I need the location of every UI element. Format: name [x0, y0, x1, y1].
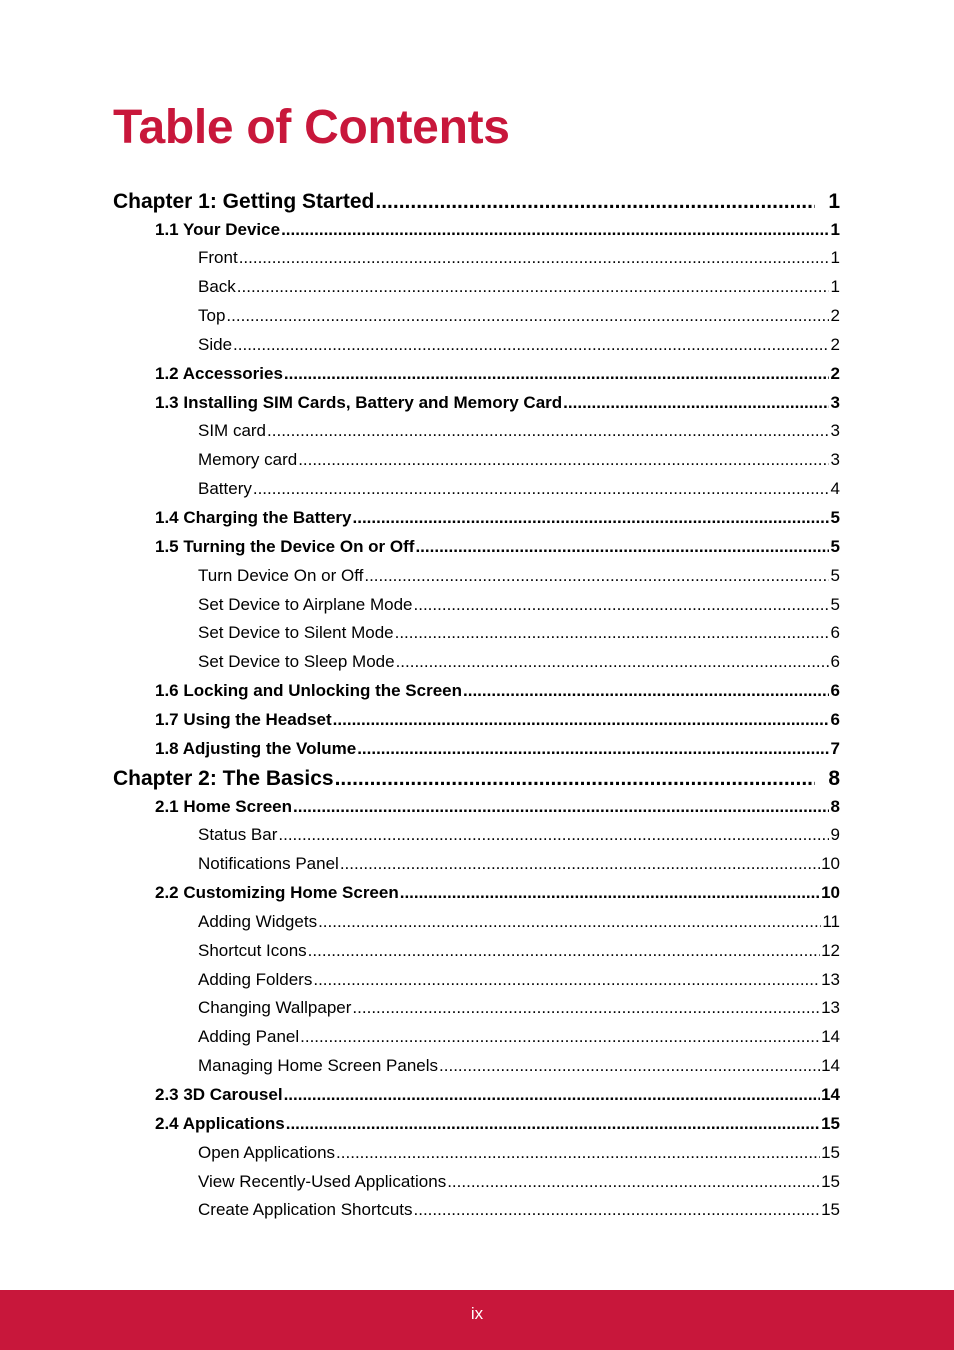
- toc-entry-sub[interactable]: [198, 998, 840, 1018]
- toc-entry-page-number: 2: [830, 335, 840, 354]
- toc-entry-label: Top: [198, 306, 226, 325]
- toc-dot-leader: [375, 190, 815, 214]
- toc-entry-label: Managing Home Screen Panels: [198, 1056, 439, 1075]
- toc-entry-section[interactable]: [155, 681, 840, 701]
- toc-entry-section[interactable]: [155, 393, 840, 413]
- toc-entry-label: 1.1 Your Device: [155, 220, 281, 239]
- toc-dot-leader: [395, 623, 829, 643]
- toc-dot-leader: [563, 393, 829, 413]
- toc-entry-page-number: 6: [830, 652, 840, 671]
- toc-entry-page-number: 1: [830, 220, 840, 239]
- toc-entry-page-number: 4: [830, 479, 840, 498]
- toc-dot-leader: [313, 970, 820, 990]
- toc-entry-label: 1.4 Charging the Battery: [155, 508, 352, 527]
- toc-entry-section[interactable]: [155, 508, 840, 528]
- toc-entry-section[interactable]: [155, 364, 840, 384]
- toc-entry-page-number: 9: [830, 825, 840, 844]
- toc-entry-sub[interactable]: [198, 335, 840, 355]
- toc-dot-leader: [400, 883, 820, 903]
- toc-entry-sub[interactable]: [198, 421, 840, 441]
- toc-entry-page-number: 11: [822, 912, 840, 931]
- toc-entry-label: 1.8 Adjusting the Volume: [155, 739, 357, 758]
- toc-dot-leader: [353, 508, 830, 528]
- toc-entry-section[interactable]: [155, 220, 840, 240]
- toc-entry-label: Status Bar: [198, 825, 278, 844]
- toc-entry-sub[interactable]: [198, 970, 840, 990]
- toc-dot-leader: [284, 1085, 821, 1105]
- toc-entry-label: Notifications Panel: [198, 854, 339, 873]
- toc-entry-page-number: 7: [830, 739, 840, 758]
- toc-dot-leader: [226, 306, 829, 326]
- toc-entry-label: Set Device to Silent Mode: [198, 623, 394, 642]
- toc-entry-sub[interactable]: [198, 1172, 840, 1192]
- toc-entry-label: Chapter 1: Getting Started: [113, 190, 375, 213]
- toc-entry-sub[interactable]: [198, 1143, 840, 1163]
- toc-entry-sub[interactable]: [198, 652, 840, 672]
- toc-entry-page-number: 14: [821, 1027, 840, 1046]
- toc-dot-leader: [340, 854, 820, 874]
- toc-entry-label: Open Applications: [198, 1143, 336, 1162]
- toc-dot-leader: [357, 739, 829, 759]
- toc-entry-label: Chapter 2: The Basics: [113, 767, 334, 790]
- toc-entry-label: Adding Panel: [198, 1027, 300, 1046]
- toc-entry-label: Turn Device On or Off: [198, 566, 364, 585]
- toc-entry-page-number: 8: [830, 797, 840, 816]
- toc-entry-sub[interactable]: [198, 854, 840, 874]
- toc-entry-page-number: 15: [821, 1143, 840, 1162]
- toc-entry-section[interactable]: [155, 1085, 840, 1105]
- toc-entry-label: 1.7 Using the Headset: [155, 710, 332, 729]
- toc-dot-leader: [352, 998, 820, 1018]
- toc-dot-leader: [298, 450, 829, 470]
- toc-entry-page-number: 6: [830, 681, 840, 700]
- toc-entry-sub[interactable]: [198, 566, 840, 586]
- toc-dot-leader: [237, 277, 829, 297]
- footer-page-number: ix: [470, 1304, 484, 1323]
- toc-dot-leader: [253, 479, 829, 499]
- toc-entry-page-number: 6: [830, 623, 840, 642]
- toc-entry-page-number: 8: [828, 767, 840, 790]
- toc-entry-sub[interactable]: [198, 825, 840, 845]
- toc-dot-leader: [308, 941, 820, 961]
- page-title: Table of Contents: [113, 101, 510, 154]
- toc-entry-page-number: 1: [828, 190, 840, 213]
- toc-entry-label: View Recently-Used Applications: [198, 1172, 447, 1191]
- toc-dot-leader: [364, 566, 829, 586]
- toc-entry-page-number: 5: [830, 566, 840, 585]
- toc-dot-leader: [239, 248, 829, 268]
- toc-entry-label: 2.4 Applications: [155, 1114, 285, 1133]
- toc-entry-section[interactable]: [155, 739, 840, 759]
- toc-dot-leader: [278, 825, 829, 845]
- toc-entry-page-number: 13: [821, 998, 840, 1017]
- toc-entry-label: Shortcut Icons: [198, 941, 307, 960]
- toc-entry-sub[interactable]: [198, 1056, 840, 1076]
- toc-entry-label: Battery: [198, 479, 252, 498]
- toc-entry-label: 2.1 Home Screen: [155, 797, 293, 816]
- page-footer: [0, 1290, 954, 1350]
- toc-entry-sub[interactable]: [198, 479, 840, 499]
- toc-entry-label: SIM card: [198, 421, 267, 440]
- toc-entry-sub[interactable]: [198, 912, 840, 932]
- toc-entry-label: Back: [198, 277, 236, 296]
- toc-entry-sub[interactable]: [198, 1027, 840, 1047]
- toc-dot-leader: [284, 364, 829, 384]
- toc-entry-sub[interactable]: [198, 277, 840, 297]
- toc-dot-leader: [415, 537, 829, 557]
- toc-entry-page-number: 13: [821, 970, 840, 989]
- toc-entry-label: Front: [198, 248, 238, 267]
- toc-entry-label: Create Application Shortcuts: [198, 1200, 413, 1219]
- toc-entry-section[interactable]: [155, 1114, 840, 1134]
- toc-dot-leader: [396, 652, 829, 672]
- toc-dot-leader: [286, 1114, 820, 1134]
- toc-entry-chapter[interactable]: [113, 190, 840, 214]
- toc-entry-sub[interactable]: [198, 306, 840, 326]
- toc-entry-page-number: 15: [821, 1172, 840, 1191]
- toc-entry-page-number: 5: [830, 595, 840, 614]
- toc-dot-leader: [233, 335, 829, 355]
- toc-entry-sub[interactable]: [198, 450, 840, 470]
- toc-entry-page-number: 5: [830, 537, 840, 556]
- toc-entry-page-number: 3: [830, 393, 840, 412]
- toc-entry-label: 1.6 Locking and Unlocking the Screen: [155, 681, 463, 700]
- toc-entry-page-number: 14: [821, 1085, 840, 1104]
- toc-dot-leader: [333, 710, 829, 730]
- toc-dot-leader: [335, 767, 816, 791]
- toc-dot-leader: [267, 421, 829, 441]
- toc-entry-page-number: 6: [830, 710, 840, 729]
- toc-dot-leader: [463, 681, 829, 701]
- toc-entry-page-number: 2: [830, 364, 840, 383]
- toc-dot-leader: [336, 1143, 820, 1163]
- toc-entry-page-number: 15: [821, 1200, 840, 1219]
- toc-dot-leader: [447, 1172, 820, 1192]
- toc-dot-leader: [293, 797, 829, 817]
- toc-entry-sub[interactable]: [198, 248, 840, 268]
- toc-entry-page-number: 10: [821, 854, 840, 873]
- toc-entry-label: 1.2 Accessories: [155, 364, 283, 383]
- toc-entry-page-number: 1: [830, 248, 840, 267]
- toc-entry-label: Adding Folders: [198, 970, 313, 989]
- toc-entry-section[interactable]: [155, 797, 840, 817]
- toc-entry-label: Set Device to Sleep Mode: [198, 652, 395, 671]
- toc-entry-label: Adding Widgets: [198, 912, 318, 931]
- toc-entry-sub[interactable]: [198, 623, 840, 643]
- toc-dot-leader: [439, 1056, 820, 1076]
- toc-entry-page-number: 14: [821, 1056, 840, 1075]
- toc-entry-page-number: 3: [830, 421, 840, 440]
- toc-dot-leader: [414, 1200, 821, 1220]
- toc-dot-leader: [281, 220, 829, 240]
- toc-dot-leader: [318, 912, 821, 932]
- toc-entry-label: 1.3 Installing SIM Cards, Battery and Memory Card: [155, 393, 563, 412]
- toc-entry-label: Side: [198, 335, 233, 354]
- toc-entry-section[interactable]: [155, 537, 840, 557]
- toc-entry-page-number: 15: [821, 1114, 840, 1133]
- toc-entry-sub[interactable]: [198, 1200, 840, 1220]
- toc-entry-page-number: 5: [830, 508, 840, 527]
- toc-entry-page-number: 1: [830, 277, 840, 296]
- toc-entry-label: 2.3 3D Carousel: [155, 1085, 283, 1104]
- toc-dot-leader: [300, 1027, 820, 1047]
- toc-entry-page-number: 10: [821, 883, 840, 902]
- toc-entry-sub[interactable]: [198, 595, 840, 615]
- toc-entry-section[interactable]: [155, 710, 840, 730]
- toc-entry-page-number: 3: [830, 450, 840, 469]
- toc-entry-label: Changing Wallpaper: [198, 998, 352, 1017]
- toc-entry-label: Memory card: [198, 450, 298, 469]
- toc-entry-page-number: 2: [830, 306, 840, 325]
- toc-entry-sub[interactable]: [198, 941, 840, 961]
- toc-entry-label: 1.5 Turning the Device On or Off: [155, 537, 415, 556]
- toc-entry-label: 2.2 Customizing Home Screen: [155, 883, 399, 902]
- toc-dot-leader: [414, 595, 829, 615]
- toc-entry-section[interactable]: [155, 883, 840, 903]
- toc-entry-page-number: 12: [821, 941, 840, 960]
- toc-entry-chapter[interactable]: [113, 767, 840, 791]
- toc-entry-label: Set Device to Airplane Mode: [198, 595, 413, 614]
